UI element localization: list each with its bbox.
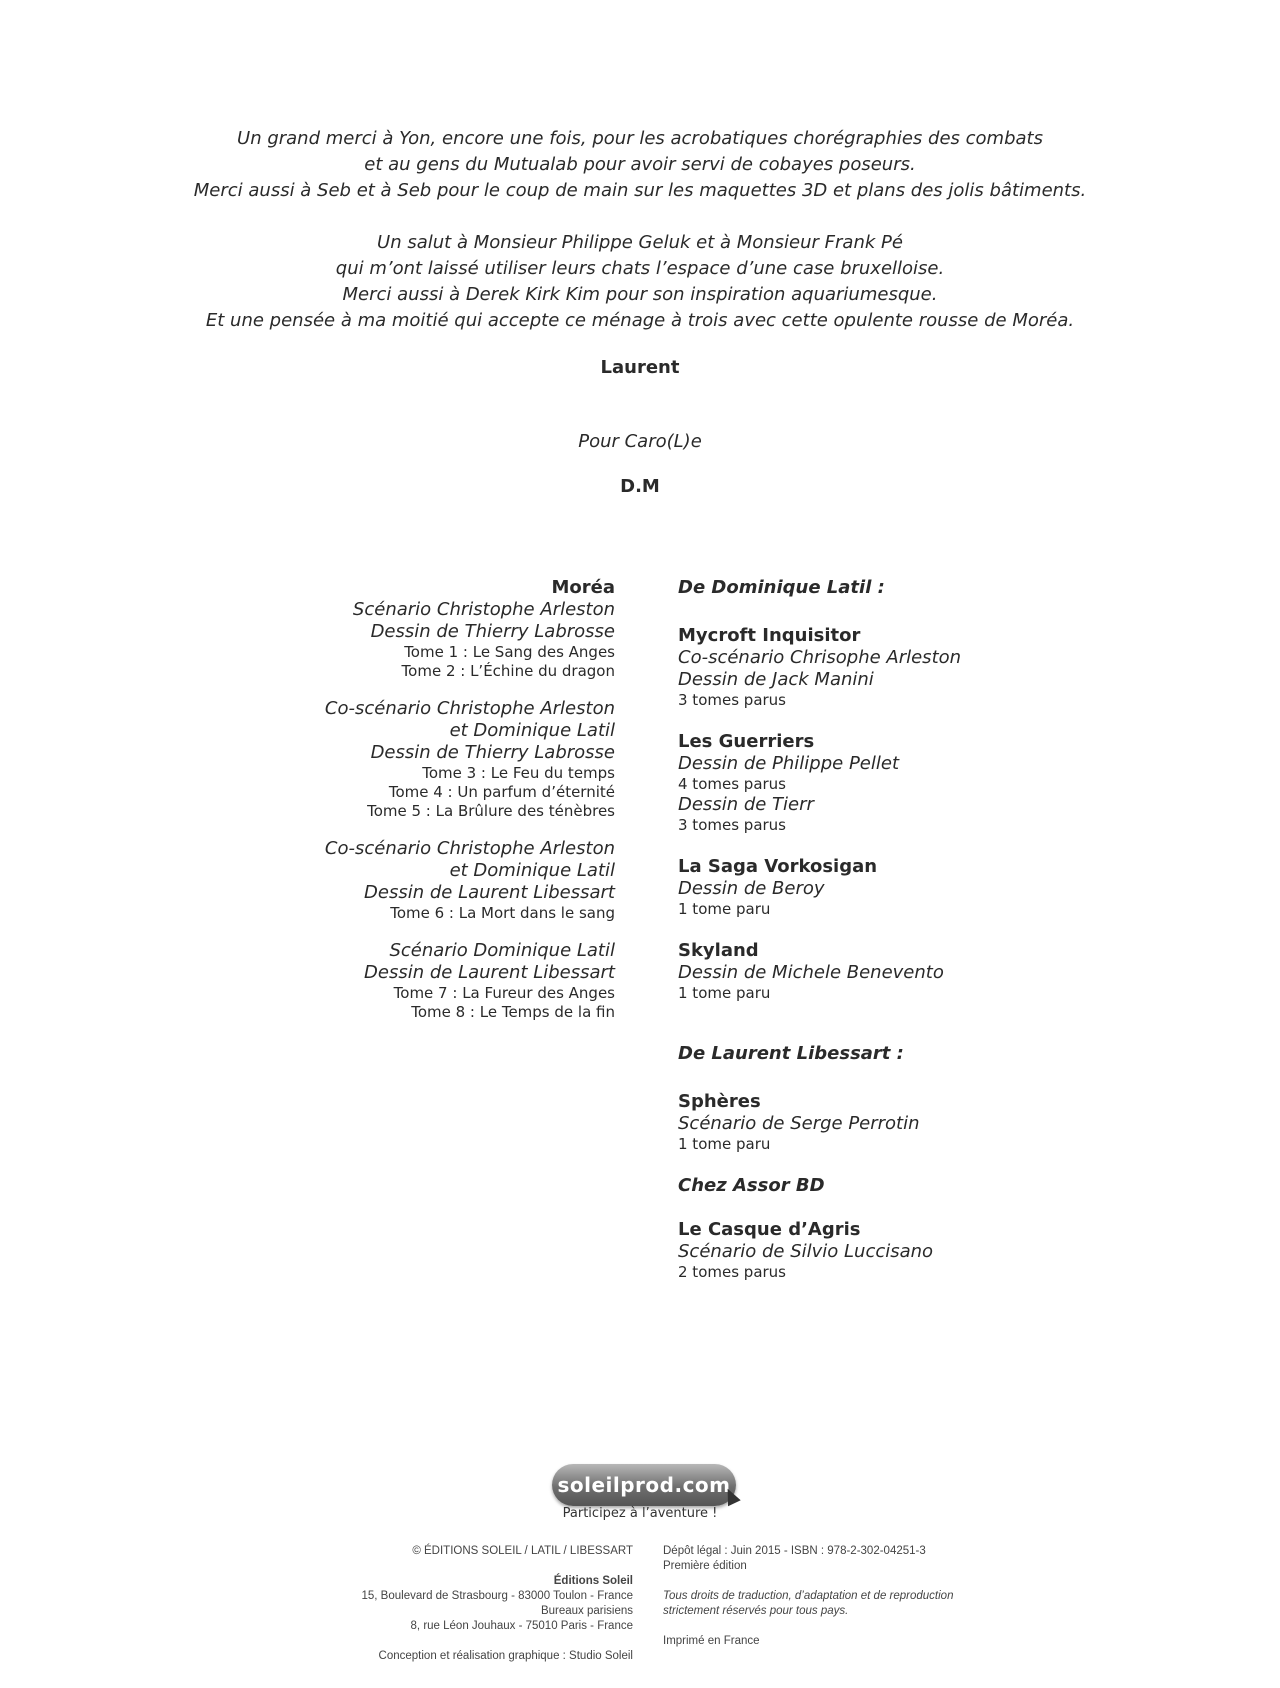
thanks-line: Merci aussi à Seb et à Seb pour le coup de main sur les maquettes 3D et plans des jolis bâtiments. — [193, 180, 1087, 201]
morea-group-1 — [155, 599, 615, 681]
tomes-count: 3 tomes parus — [678, 816, 786, 834]
tome-line: Tome 5 : La Brûlure des ténèbres — [367, 802, 615, 820]
printed-in: Imprimé en France — [663, 1635, 760, 1647]
credit-line: Scénario Dominique Latil — [389, 940, 615, 961]
morea-group-3 — [155, 838, 615, 923]
tomes-count: 1 tome paru — [678, 984, 771, 1002]
signature-laurent: Laurent — [600, 357, 680, 378]
tome-line: Tome 3 : Le Feu du temps — [422, 764, 615, 782]
credit-line: Scénario de Silvio Luccisano — [678, 1241, 934, 1262]
tomes-count: 1 tome paru — [678, 1135, 771, 1153]
thanks-line: Un grand merci à Yon, encore une fois, pour les acrobatiques chorégraphies des combats — [237, 128, 1043, 149]
publisher-name: Éditions Soleil — [553, 1575, 633, 1587]
thanks-line: Et une pensée à ma moitié qui accepte ce ménage à trois avec cette opulente rousse de Moréa. — [205, 310, 1075, 331]
copyright-line: © ÉDITIONS SOLEIL / LATIL / LIBESSART — [412, 1545, 633, 1557]
credit-line: Dessin de Thierry Labrosse — [370, 742, 615, 763]
heading-libessart: De Laurent Libessart : — [678, 1043, 904, 1064]
credit-line: et Dominique Latil — [449, 720, 615, 741]
series-title: La Saga Vorkosigan — [678, 856, 878, 877]
logo-tagline: Participez à l’aventure ! — [562, 1506, 718, 1521]
tome-line: Tome 2 : L’Échine du dragon — [401, 662, 615, 680]
footer-legal — [663, 1544, 1083, 1649]
credit-line: Scénario de Serge Perrotin — [678, 1113, 920, 1134]
series-title: Sphères — [678, 1091, 761, 1112]
tome-line: Tome 8 : Le Temps de la fin — [411, 1003, 615, 1021]
tome-line: Tome 4 : Un parfum d’éternité — [388, 783, 615, 801]
series-title: Les Guerriers — [678, 731, 815, 752]
credit-line: Dessin de Philippe Pellet — [678, 753, 900, 774]
credit-line: et Dominique Latil — [449, 860, 615, 881]
credit-line: Dessin de Laurent Libessart — [364, 882, 615, 903]
rights-line: strictement réservés pour tous pays. — [663, 1605, 849, 1617]
tomes-count: 4 tomes parus — [678, 775, 786, 793]
thanks-line: Un salut à Monsieur Philippe Geluk et à Monsieur Frank Pé — [377, 232, 903, 253]
series-title: Le Casque d’Agris — [678, 1219, 861, 1240]
design-credit: Conception et réalisation graphique : Studio Soleil — [378, 1650, 633, 1662]
tomes-count: 2 tomes parus — [678, 1263, 786, 1281]
authors-bibliography — [678, 577, 1138, 1303]
tome-line: Tome 1 : Le Sang des Anges — [404, 643, 615, 661]
credit-line: Co-scénario Christophe Arleston — [324, 838, 615, 859]
heading-latil: De Dominique Latil : — [678, 577, 885, 598]
thanks-line: et au gens du Mutualab pour avoir servi de cobayes poseurs. — [364, 154, 916, 175]
credit-line: Dessin de Laurent Libessart — [364, 962, 615, 983]
dedication-text: Pour Caro(L)e — [578, 431, 702, 452]
signature-dm: D.M — [620, 476, 660, 497]
tome-line: Tome 7 : La Fureur des Anges — [393, 984, 615, 1002]
series-spheres — [678, 1091, 1138, 1154]
credit-line: Dessin de Tierr — [678, 794, 814, 815]
depot-legal: Dépôt légal : Juin 2015 - ISBN : 978-2-302-04251-3 — [663, 1545, 926, 1557]
credit-line: Dessin de Beroy — [678, 878, 825, 899]
series-skyland — [678, 940, 1138, 1003]
credit-line: Scénario Christophe Arleston — [352, 599, 615, 620]
thanks-line: Merci aussi à Derek Kirk Kim pour son inspiration aquariumesque. — [342, 284, 938, 305]
series-casque — [678, 1219, 1138, 1282]
logo-text: soleilprod.com — [552, 1464, 736, 1506]
series-vorkosigan — [678, 856, 1138, 919]
morea-group-2 — [155, 698, 615, 821]
rights-line: Tous droits de traduction, d’adaptation et de reproduction — [663, 1590, 954, 1602]
tomes-count: 3 tomes parus — [678, 691, 786, 709]
tomes-count: 1 tome paru — [678, 900, 771, 918]
bureaux-label: Bureaux parisiens — [540, 1605, 633, 1617]
soleilprod-logo[interactable] — [552, 1464, 738, 1512]
credit-line: Dessin de Thierry Labrosse — [370, 621, 615, 642]
tome-line: Tome 6 : La Mort dans le sang — [390, 904, 615, 922]
series-guerriers — [678, 731, 1138, 835]
paris-address: 8, rue Léon Jouhaux - 75010 Paris - France — [410, 1620, 633, 1632]
acknowledgements — [0, 126, 1280, 334]
credit-line: Co-scénario Chrisophe Arleston — [678, 647, 962, 668]
credit-line: Dessin de Michele Benevento — [678, 962, 944, 983]
thanks-line: qui m’ont laissé utiliser leurs chats l’espace d’une case bruxelloise. — [335, 258, 945, 279]
series-title: Mycroft Inquisitor — [678, 625, 861, 646]
publisher-address: 15, Boulevard de Strasbourg - 83000 Toulon - France — [361, 1590, 633, 1602]
morea-bibliography — [155, 577, 615, 1039]
credit-line: Co-scénario Christophe Arleston — [324, 698, 615, 719]
credit-line: Dessin de Jack Manini — [678, 669, 874, 690]
series-title: Skyland — [678, 940, 759, 961]
footer-publisher — [233, 1544, 633, 1664]
edition-line: Première édition — [663, 1560, 747, 1572]
series-title-morea: Moréa — [551, 577, 615, 598]
morea-group-4 — [155, 940, 615, 1022]
series-mycroft — [678, 625, 1138, 710]
heading-assor: Chez Assor BD — [678, 1175, 825, 1196]
